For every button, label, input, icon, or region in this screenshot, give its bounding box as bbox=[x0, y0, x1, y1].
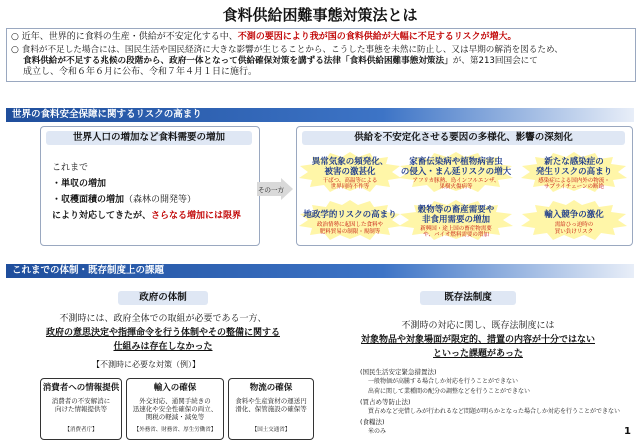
intro-text: 成立し、令和６年６月に公布、令和７年４月１日に施行。 bbox=[23, 67, 258, 77]
intro-box bbox=[6, 28, 636, 82]
risk-burst-infection bbox=[520, 152, 628, 192]
risk-title: 穀物等の畜産需要や bbox=[417, 205, 495, 215]
card-text: 向けた情報提供等 bbox=[55, 405, 107, 413]
law-note: 買占めなど売惜しみが行われるなど問題が明らかとなった場合しか対応を行うことができない bbox=[368, 408, 621, 415]
page-title: 食料供給困難事態対策法とは bbox=[222, 6, 418, 24]
gov-system-title: 政府の体制 bbox=[118, 291, 208, 305]
card-text: 滑化、保管施設の確保等 bbox=[235, 405, 307, 413]
intro-text: 近年、世界的に食料の生産・供給が不安定化する中、 bbox=[21, 32, 238, 42]
intro-text: 食料が不足した場合には、国民生活や国民経済に大きな影響が生じることから、こうした事態を未然に防止し、又は早期の解消を図るため、 bbox=[21, 45, 563, 55]
intro-highlight: 不測の要因により我が国の食料供給が大幅に不足するリスクが増大。 bbox=[237, 32, 517, 42]
existing-law-title: 既存法制度 bbox=[420, 291, 516, 305]
card-org: 【消費者庁】 bbox=[64, 427, 98, 433]
demand-title: 世界人口の増加など食料需要の増加 bbox=[46, 131, 252, 145]
risk-detail: や、バイオ燃料需要の増加 bbox=[423, 232, 489, 238]
supply-factors-title: 供給を不安定化させる要因の多様化、影響の深刻化 bbox=[302, 131, 625, 145]
bullet-circle-icon: ○ bbox=[11, 45, 22, 55]
risk-title: 発生リスクの高まり bbox=[535, 167, 613, 177]
gov-line-2: 政府の意思決定や指揮命令を行う体制やその整備に関する bbox=[45, 328, 280, 338]
card-text: 関税の軽減・減免等 bbox=[145, 413, 205, 421]
card-org: 【国土交通省】 bbox=[251, 427, 291, 433]
yield-increase: ・単収の増加 bbox=[52, 179, 107, 189]
conclusion-text: により対応してきたが、 bbox=[52, 211, 152, 221]
risk-detail: 感染症による国内外の物流・ bbox=[538, 178, 610, 184]
area-increase-note: （森林の開発等） bbox=[124, 195, 197, 205]
law-line-2: 対象物品や対象場面が限定的、措置の内容が十分ではない bbox=[360, 335, 595, 345]
risk-detail: 肥料貿易の制限・規制等 bbox=[319, 229, 381, 235]
section-header-issues: これまでの体制・既存制度上の課題 bbox=[6, 264, 634, 278]
risk-detail: 果樹火傷病等 bbox=[439, 184, 473, 190]
area-increase-label: ・収穫面積の増加 bbox=[52, 195, 125, 205]
law-name: (食糧法) bbox=[360, 418, 385, 426]
law-line-1: 不測時の対応に関し、既存法制度には bbox=[401, 321, 555, 331]
risk-title: 非食用需要の増加 bbox=[421, 215, 490, 225]
card-text: 外交対応、通関手続きの bbox=[139, 397, 211, 405]
risk-detail: アフリカ豚熱、鳥インフルエンザ、 bbox=[412, 178, 500, 184]
law-note: 米のみ bbox=[368, 428, 387, 435]
gov-line-1: 不測時には、政府全体での取組が必要である一方、 bbox=[59, 314, 267, 324]
risk-burst-import bbox=[520, 200, 628, 240]
bullet-circle-icon: ○ bbox=[11, 32, 22, 42]
risk-burst-demand bbox=[398, 200, 514, 240]
card-import bbox=[126, 378, 224, 440]
law-highlight: 食料供給が不足する兆候の段階から、政府一体となって供給確保対策を講ずる法律「食料供給困難事態対策法」 bbox=[23, 56, 453, 66]
law-note: 一般物価が高騰する場合しか対応を行うことができない bbox=[368, 378, 519, 385]
card-text: 消費者の不安解消に bbox=[51, 397, 111, 405]
risk-burst-pests bbox=[398, 152, 514, 192]
risk-burst-geopolitics bbox=[298, 200, 402, 240]
card-text: 食料や生産資材の運送円 bbox=[235, 397, 307, 405]
card-org: 【外務省、財務省、厚生労働省】 bbox=[133, 427, 217, 433]
risk-detail: 買い負けリスク bbox=[554, 229, 594, 235]
intro-paragraph-2-end bbox=[23, 67, 257, 78]
intro-paragraph-2 bbox=[11, 45, 563, 56]
risk-title: 新たな感染症の bbox=[544, 157, 604, 167]
law-name: (買占め等防止法) bbox=[360, 398, 411, 406]
risk-detail: 干ばつ、高温等による bbox=[322, 178, 378, 184]
card-title: 輸入の確保 bbox=[153, 383, 197, 393]
law-name: (国民生活安定緊急措置法) bbox=[360, 368, 437, 376]
intro-paragraph-1 bbox=[11, 32, 517, 43]
card-text: 迅速化や安全性確保の両立、 bbox=[132, 405, 218, 413]
limit-conclusion bbox=[52, 210, 241, 222]
risk-title: の侵入・まん延リスクの増大 bbox=[400, 167, 512, 177]
risk-title: 異常気象の頻発化、 bbox=[311, 157, 389, 167]
risk-detail: 世界同時不作等 bbox=[330, 184, 370, 190]
page-number: 1 bbox=[624, 426, 631, 437]
card-title: 消費者への情報提供 bbox=[42, 383, 120, 393]
risk-detail: サプライチェーンの断絶 bbox=[543, 184, 605, 190]
risk-title: 輸入競争の激化 bbox=[544, 210, 604, 220]
so-far-label: これまで bbox=[52, 163, 89, 173]
risk-title: 被害の激甚化 bbox=[324, 167, 376, 177]
gov-line-3: 仕組みは存在しなかった bbox=[113, 342, 213, 352]
risk-title: 地政学的リスクの高まり bbox=[303, 210, 397, 220]
needs-label: 【不測時に必要な対策（例）】 bbox=[92, 360, 200, 369]
risk-detail: 新興国・途上国の畜産物需要 bbox=[420, 226, 492, 232]
card-info bbox=[40, 378, 122, 440]
area-increase bbox=[52, 194, 196, 206]
law-note: 出荷に関して業種間の配分の調整などを行うことができない bbox=[368, 388, 531, 395]
law-line-3: といった課題があった bbox=[433, 349, 523, 359]
arrow-label: その一方 bbox=[258, 186, 284, 194]
risk-burst-weather bbox=[298, 152, 402, 192]
intro-text: が、第213回国会にて bbox=[452, 56, 538, 66]
conclusion-highlight: さらなる増加には限界 bbox=[151, 211, 242, 221]
risk-title: 家畜伝染病や植物病害虫 bbox=[409, 157, 503, 167]
card-logistics bbox=[228, 378, 314, 440]
intro-paragraph-2-cont bbox=[23, 56, 538, 67]
risk-detail: 需給ひっ迫時の bbox=[554, 222, 594, 228]
section-header-risk: 世界の食料安全保障に関するリスクの高まり bbox=[6, 108, 634, 122]
risk-detail: 政治情勢に起因した食料や bbox=[316, 222, 383, 228]
card-title: 物流の確保 bbox=[249, 383, 293, 393]
